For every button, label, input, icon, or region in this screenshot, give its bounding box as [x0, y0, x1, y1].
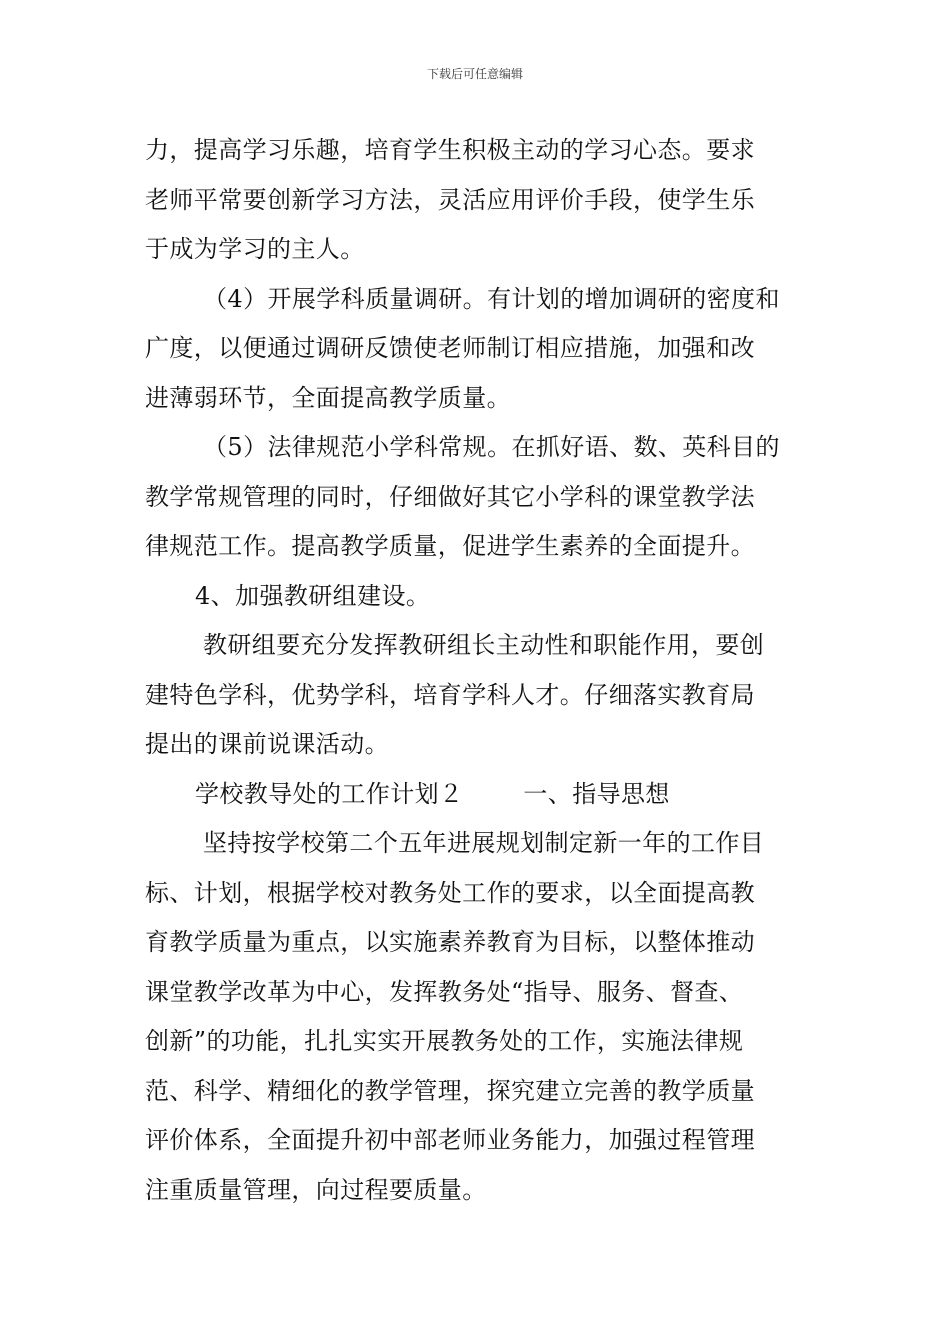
text-line: 4、加强教研组建设。 [195, 581, 431, 610]
text-line: 进薄弱环节，全面提高教学质量。 [145, 383, 511, 412]
text-line: 坚持按学校第二个五年进展规划制定新一年的工作目 [203, 829, 765, 857]
section-title: 学校教导处的工作计划２ [195, 779, 464, 808]
text-line: 于成为学习的主人。 [145, 235, 365, 263]
document-body [145, 126, 810, 1215]
subsection-title: 一、指导思想 [523, 779, 670, 808]
text-line: 注重质量管理，向过程要质量。 [145, 1175, 487, 1204]
text-line: （4）开展学科质量调研。有计划的增加调研的密度和 [203, 284, 780, 313]
text-line: 老师平常要创新学习方法，灵活应用评价手段，使学生乐 [145, 185, 755, 214]
text-line: 课堂教学改革为中心，发挥教务处“指导、服务、督查、 [145, 977, 744, 1006]
page-header: 下载后可任意编辑 [426, 67, 523, 81]
text-line: 建特色学科，优势学科，培育学科人才。仔细落实教育局 [145, 680, 755, 709]
text-line: 评价体系，全面提升初中部老师业务能力，加强过程管理 [145, 1126, 755, 1154]
text-line: 标、计划，根据学校对教务处工作的要求，以全面提高教 [145, 878, 755, 907]
text-line: （5）法律规范小学科常规。在抓好语、数、英科目的 [203, 433, 780, 461]
text-line: 教学常规管理的同时，仔细做好其它小学科的课堂教学法 [145, 482, 755, 511]
text-line: 律规范工作。提高教学质量，促进学生素养的全面提升。 [145, 532, 755, 560]
text-line: 创新”的功能，扎扎实实开展教务处的工作，实施法律规 [145, 1027, 744, 1055]
section-heading-line [145, 770, 810, 820]
text-line: 力，提高学习乐趣，培育学生积极主动的学习心态。要求 [145, 136, 755, 164]
text-line: 范、科学、精细化的教学管理，探究建立完善的教学质量 [145, 1076, 755, 1105]
text-line: 育教学质量为重点，以实施素养教育为目标，以整体推动 [145, 928, 755, 956]
text-line: 提出的课前说课活动。 [145, 730, 389, 758]
text-line: 教研组要充分发挥教研组长主动性和职能作用，要创 [203, 631, 765, 659]
text-line: 广度，以便通过调研反馈使老师制订相应措施，加强和改 [145, 334, 755, 362]
